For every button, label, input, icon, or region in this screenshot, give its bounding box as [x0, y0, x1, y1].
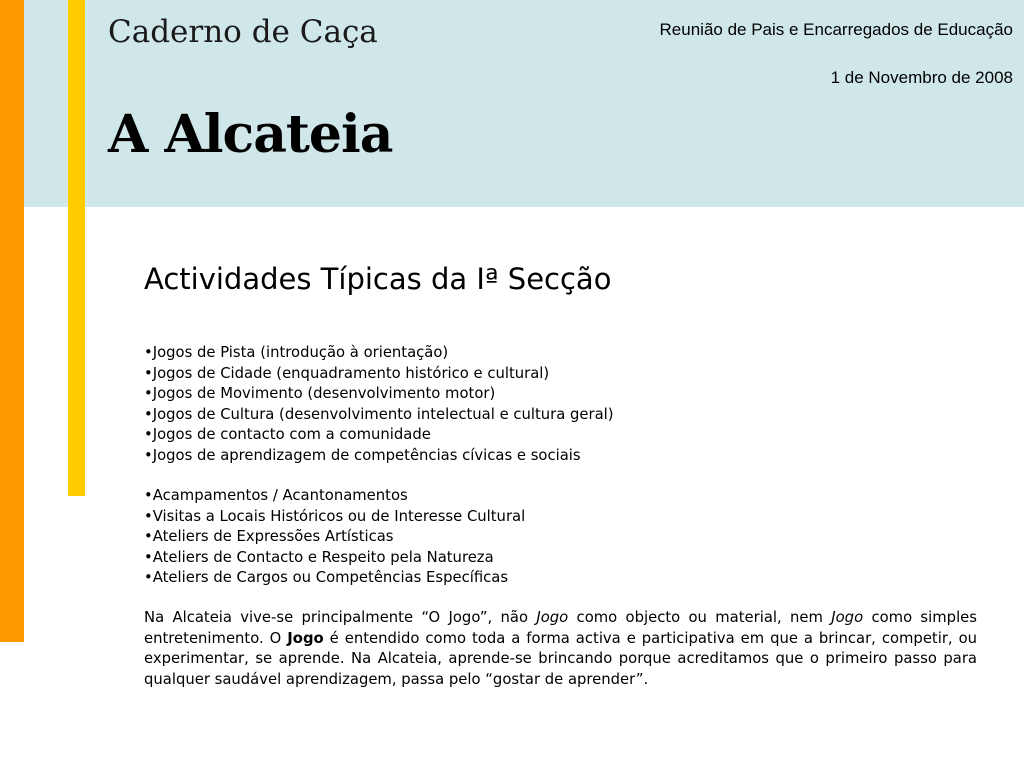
- list-item: •Ateliers de Contacto e Respeito pela Natureza: [144, 548, 494, 566]
- yellow-accent-bar: [68, 0, 85, 496]
- list-item: •Visitas a Locais Históricos ou de Interesse Cultural: [144, 507, 526, 525]
- description-paragraph: [144, 608, 977, 690]
- list-item: •Acampamentos / Acantonamentos: [144, 487, 408, 504]
- paragraph-strong: Jogo: [287, 629, 324, 647]
- paragraph-text: Na Alcateia vive-se principalmente “O Jogo”, não: [144, 609, 537, 626]
- list-item: •Ateliers de Expressões Artísticas: [144, 528, 394, 545]
- slide-subtitle: Caderno de Caça: [108, 14, 378, 50]
- list-item: •Jogos de aprendizagem de competências cívicas e sociais: [144, 446, 581, 464]
- games-list: [144, 343, 614, 466]
- paragraph-text: é entendido como toda a forma activa e participativa em que a brincar, competir, ou experimentar, se aprende. Na Alcateia, aprende-se brincando porque acreditamos que o primeiro passo para qualquer saudável aprendizagem, passa pelo “gostar de aprender”.: [144, 629, 978, 688]
- paragraph-emphasis: Jogo: [536, 609, 569, 626]
- list-item: •Jogos de Cultura (desenvolvimento intelectual e cultura geral): [144, 405, 614, 423]
- activities-list: [144, 486, 525, 589]
- list-item: •Jogos de Cidade (enquadramento histórico e cultural): [144, 364, 550, 382]
- list-item: •Jogos de contacto com a comunidade: [144, 426, 431, 443]
- meeting-title: Reunião de Pais e Encarregados de Educação: [659, 20, 1013, 39]
- paragraph-text: como simples entretenimento. O: [144, 609, 977, 647]
- list-item: •Jogos de Pista (introdução à orientação): [144, 344, 449, 361]
- orange-accent-bar: [0, 0, 24, 642]
- slide-title: A Alcateia: [108, 104, 393, 165]
- paragraph-text: como objecto ou material, nem: [568, 609, 832, 626]
- list-item: •Jogos de Movimento (desenvolvimento motor): [144, 385, 496, 402]
- paragraph-emphasis: Jogo: [831, 609, 864, 626]
- list-item: •Ateliers de Cargos ou Competências Específicas: [144, 569, 509, 586]
- section-heading: Actividades Típicas da Iª Secção: [144, 262, 612, 296]
- meeting-date: 1 de Novembro de 2008: [830, 68, 1013, 87]
